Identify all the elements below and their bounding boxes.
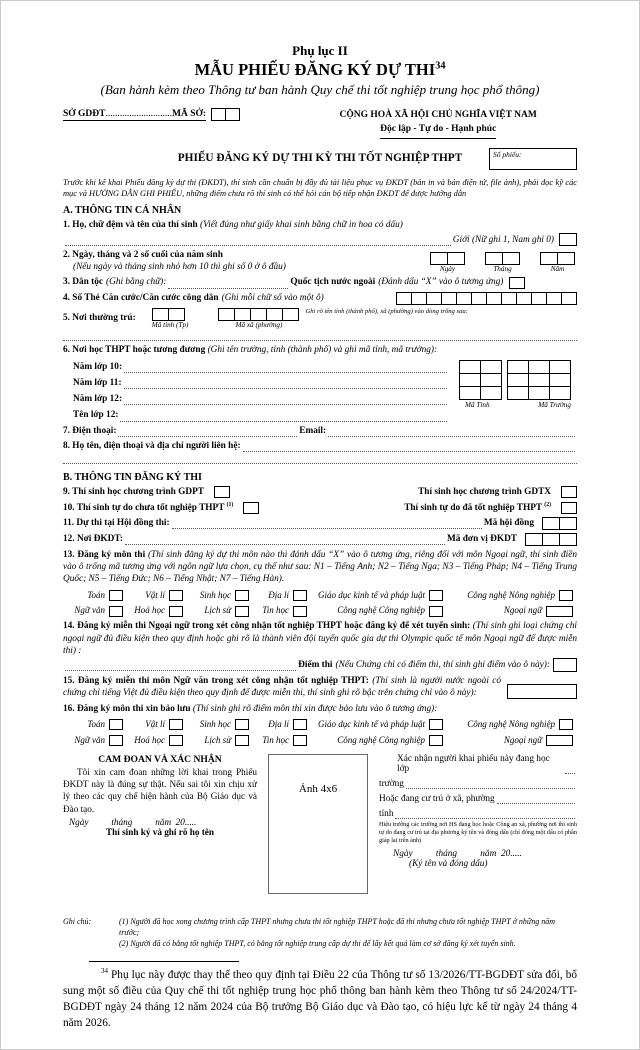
item-16 xyxy=(63,703,577,747)
subject-score-box[interactable] xyxy=(109,719,123,730)
item16-hint: (Thí sinh ghi rõ điểm môn thi xin được bảo lưu vào ô tương ứng): xyxy=(192,703,438,714)
foreign-language-code-box[interactable] xyxy=(546,606,573,617)
subject-score-box[interactable] xyxy=(293,719,307,730)
item6-label: 6. Nơi học THPT hoặc tương đương xyxy=(63,345,206,356)
commune-code-caption: Mã xã (phường) xyxy=(235,320,283,329)
ma-so-label: MÃ SỞ: xyxy=(172,109,207,119)
form-title-row xyxy=(63,148,577,172)
item-8 xyxy=(63,440,577,464)
item14-hint: (Thí sinh ghi loại chứng chỉ ngoại ngữ đủ điều kiện theo quy định hoặc ghi rõ là thành viên đội tuyển quốc gia dự thi Olympic quốc tế môn Ngoại ngữ để được miễn thi) : xyxy=(63,621,577,656)
dob-month-caption: Tháng xyxy=(493,264,512,273)
photo-label: Ảnh 4x6 xyxy=(298,782,338,795)
free-candidate-grad-checkbox[interactable] xyxy=(561,502,577,514)
subject-score-box[interactable] xyxy=(429,735,443,746)
class12-writein[interactable] xyxy=(120,411,447,422)
subject-checkbox[interactable] xyxy=(235,590,249,601)
subject-cell xyxy=(187,719,253,731)
dkdt-unit-code-cells[interactable] xyxy=(525,533,577,546)
item13-hint: (Thí sinh đăng ký dự thi môn nào thì đánh dấu “X” vào ô tương ứng, riêng đối với môn Ngoại ngữ, thí sinh điền vào ô trống mã tương ứng với ngôn ngữ lựa chọn, cụ thể như sau: N1 – Tiếng Anh; N2 – Tiếng Nga; N3 – Tiếng Pháp; N4 – Tiếng Trung Quốc; N5 – Tiếng Đức; N6 – Tiếng Nhật; N7 – Tiếng Hàn). xyxy=(63,549,577,585)
footnote-number: 34 xyxy=(101,967,108,976)
email-writein[interactable] xyxy=(328,426,575,437)
item-10 xyxy=(63,502,577,514)
header-row xyxy=(63,108,577,139)
item3-hint: (Ghi bằng chữ): xyxy=(106,277,167,288)
subject-label: Vật lí xyxy=(145,589,165,600)
photo-column xyxy=(268,754,368,894)
dob-day-group xyxy=(430,252,465,274)
commune-code-cells[interactable] xyxy=(218,308,299,321)
residence-writein[interactable] xyxy=(63,333,577,341)
phone-writein[interactable] xyxy=(118,426,297,437)
dob-day-caption: Ngày xyxy=(439,264,456,273)
national-motto-line1: CỘNG HOÀ XÃ HỘI CHỦ NGHĨA VIỆT NAM xyxy=(339,110,537,120)
page-title-text: MẪU PHIẾU ĐĂNG KÝ DỰ THI xyxy=(194,60,436,79)
province-code-group xyxy=(152,308,189,330)
item15-label: 15. Đăng ký miễn thi môn Ngữ văn trong xét công nhận tốt nghiệp THPT: xyxy=(63,676,369,687)
dob-year-caption: Năm xyxy=(550,264,565,273)
subject-cell xyxy=(253,590,311,602)
subject-score-box[interactable] xyxy=(169,735,183,746)
subject-cell xyxy=(127,605,187,617)
dob-month-cells[interactable] xyxy=(485,252,520,265)
grade11-writein[interactable] xyxy=(124,378,447,389)
so-gddt-label: SỞ GDĐT xyxy=(63,109,106,119)
subject-label: Tin học xyxy=(262,734,289,745)
contact-writein[interactable] xyxy=(243,441,575,452)
subject-label: Công nghệ Công nghiệp xyxy=(337,734,425,745)
grade10-writein[interactable] xyxy=(124,362,447,373)
subject-label: Công nghệ Nông nghiệp xyxy=(467,589,555,600)
foreign-nationality-label: Quốc tịch nước ngoài xyxy=(290,277,376,288)
foreign-nationality-checkbox[interactable] xyxy=(509,277,525,289)
item-12 xyxy=(63,533,577,546)
ethnicity-writein[interactable] xyxy=(168,278,288,289)
section-b-heading: B. THÔNG TIN ĐĂNG KÝ THI xyxy=(63,472,202,484)
dob-year-group xyxy=(540,252,575,274)
footnote xyxy=(63,967,577,1031)
council-code-label: Mã hội đồng xyxy=(483,518,534,529)
code-grid-row[interactable] xyxy=(459,386,577,400)
subject-label: Lịch sử xyxy=(204,734,231,745)
subject-cell xyxy=(311,605,447,617)
id-number-cells[interactable] xyxy=(396,292,577,305)
province-code-cells[interactable] xyxy=(152,308,189,321)
confirm-line4-label: tỉnh xyxy=(379,808,394,819)
subject-label: Vật lí xyxy=(145,718,165,729)
subject-label: Giáo dục kinh tế và pháp luật xyxy=(318,589,425,600)
item14-label: 14. Đăng ký miễn thi Ngoại ngữ trong xét công nhận tốt nghiệp THPT hoặc đăng ký để xét tuyển sinh: xyxy=(63,621,471,632)
so-gddt-writein[interactable]: ............................ xyxy=(105,109,172,119)
dkdt-place-label: 12. Nơi ĐKDT: xyxy=(63,534,123,545)
subject-cell xyxy=(253,719,311,731)
gender-label: Giới (Nữ ghi 1, Nam ghi 0) xyxy=(452,234,554,245)
score-hint: (Nếu Chứng chỉ có điểm thi, thí sinh ghi điểm vào ô này): xyxy=(335,659,550,670)
item16-label: 16. Đăng ký môn thi xin bảo lưu xyxy=(63,703,191,714)
foreign-nationality-hint: (Đánh dấu “X” vào ô tương ứng) xyxy=(378,277,504,288)
province-code-caption: Mã tỉnh (Tp) xyxy=(151,320,189,329)
subject-cell xyxy=(311,735,447,747)
subject-cell xyxy=(127,590,187,602)
dkdt-unit-code-label: Mã đơn vị ĐKDT xyxy=(447,534,517,545)
item5-label: 5. Nơi thường trú: xyxy=(63,313,136,324)
footnote-separator xyxy=(89,961,239,962)
national-motto-line2: Độc lập - Tự do - Hạnh phúc xyxy=(380,122,496,138)
item-2 xyxy=(63,249,577,274)
subject-checkbox[interactable] xyxy=(109,590,123,601)
subject-cell xyxy=(127,735,187,747)
code-grid-captions xyxy=(459,400,577,411)
subject-cell xyxy=(187,590,253,602)
form-title: PHIẾU ĐĂNG KÝ DỰ THI KỲ THI TỐT NGHIỆP THPT xyxy=(177,151,463,164)
item-7 xyxy=(63,425,577,437)
item1-hint: (Viết đúng như giấy khai sinh bằng chữ in hoa có dấu) xyxy=(200,219,403,230)
signature-block xyxy=(63,754,577,894)
confirmation-block xyxy=(379,754,577,894)
email-label: Email: xyxy=(299,425,327,436)
subject-label: Sinh học xyxy=(199,718,231,729)
subject-cell xyxy=(311,590,447,602)
item-14 xyxy=(63,620,577,672)
item5-note: Ghi rõ tên tỉnh (thành phố), xã (phường) vào dòng trống sau: xyxy=(305,307,468,315)
subject-score-box[interactable] xyxy=(559,719,573,730)
grade11-label: Năm lớp 11: xyxy=(73,377,122,388)
subject-score-box[interactable] xyxy=(109,735,123,746)
code-grid-row[interactable] xyxy=(459,373,577,387)
ma-tinh-caption: Mã Tỉnh xyxy=(465,400,490,409)
subject-checkbox[interactable] xyxy=(169,590,183,601)
confirm-line1-label: Xác nhận người khai phiếu này đang học lớp xyxy=(397,753,550,774)
confirm-school-writein[interactable] xyxy=(406,778,575,789)
gender-checkbox[interactable] xyxy=(559,233,577,246)
confirmation-note: Hiệu trưởng các trường nơi HS đang học hoặc Công an xã, phường nơi thí sinh tự do đang cư trú tại địa phương ký tên và đóng dấu (chỉ đóng một dấu có phần giáp lai trên ảnh) xyxy=(379,820,577,845)
subject-score-box[interactable] xyxy=(429,719,443,730)
dkdt-place-writein[interactable] xyxy=(125,534,445,545)
subject-checkbox[interactable] xyxy=(235,606,249,617)
intro-note: Trước khi kê khai Phiếu đăng ký dự thi (ĐKDT), thí sinh cần chuẩn bị đầy đủ tài liệu phục vụ ĐKDT (bản in và bản điện tử, file ảnh), phải đọc kỹ các mục và HƯỚNG DẪN GHI PHIẾU, những điểm chưa rõ thí sinh có thể hỏi cán bộ tiếp nhận ĐKDT để được hướng dẫn xyxy=(63,177,577,198)
item6-hint: (Ghi tên trường, tỉnh (thành phố) và ghi mã tỉnh, mã trường): xyxy=(207,345,438,356)
item13-subject-grid xyxy=(63,590,577,618)
subject-label: Địa lí xyxy=(268,718,289,729)
score-label: Điểm thi xyxy=(298,659,333,670)
commitment-date-line: Ngày tháng năm 20..... xyxy=(69,816,197,827)
council-writein[interactable] xyxy=(172,518,482,529)
subject-checkbox[interactable] xyxy=(293,606,307,617)
certificate-writein[interactable] xyxy=(65,660,296,671)
subject-cell xyxy=(63,719,127,731)
notes-block xyxy=(63,916,577,950)
subject-checkbox[interactable] xyxy=(109,606,123,617)
certificate-level-box[interactable] xyxy=(507,684,577,699)
item2-label: 2. Ngày, tháng và 2 số cuối của năm sinh xyxy=(63,249,223,260)
subject-score-box[interactable] xyxy=(546,735,573,746)
page-title xyxy=(63,60,577,80)
item2-hint: (Nếu ngày và tháng sinh nhỏ hơn 10 thì ghi số 0 ở ô đầu) xyxy=(73,262,286,273)
fullname-writein[interactable] xyxy=(65,235,451,246)
footnote-text: Phụ lục này được thay thế theo quy định tại Điều 22 của Thông tư số 13/2026/TT-BGDĐT sửa đổi, bổ sung một số điều của Quy chế thi tốt nghiệp trung học phổ thông ban hành kèm theo Thông tư số 24/2024/TT-BGDĐT ngày 24 tháng 12 năm 2024 của Bộ trưởng Bộ Giáo dục và Đào tạo, có hiệu lực kể từ ngày 24 tháng 4 năm 2026. xyxy=(63,969,577,1030)
subject-label: Toán xyxy=(87,589,105,600)
subject-label: Lịch sử xyxy=(204,605,231,616)
subject-label: Giáo dục kinh tế và pháp luật xyxy=(318,718,425,729)
subject-label: Ngữ văn xyxy=(74,605,105,616)
subject-cell xyxy=(63,605,127,617)
item6-code-grid xyxy=(449,359,577,422)
subject-label: Hoá học xyxy=(134,605,165,616)
item4-label: 4. Số Thẻ Căn cước/Căn cước công dân xyxy=(63,293,219,304)
free-candidate-not-grad-label: 10. Thí sinh tự do chưa tốt nghiệp THPT $^{(1)}$ xyxy=(63,501,234,513)
subject-label: Ngoại ngữ xyxy=(503,734,542,745)
national-header xyxy=(299,108,577,139)
subject-cell xyxy=(187,735,253,747)
subject-cell xyxy=(63,590,127,602)
subject-checkbox[interactable] xyxy=(429,590,443,601)
item13-label: 13. Đăng ký môn thi xyxy=(63,549,146,560)
item4-hint: (Ghi mỗi chữ số vào một ô) xyxy=(221,293,324,304)
item3-label: 3. Dân tộc xyxy=(63,277,104,288)
subject-label: Ngoại ngữ xyxy=(503,605,542,616)
confirm-class-writein[interactable] xyxy=(565,763,575,774)
subject-cell xyxy=(447,719,577,731)
council-code-cells[interactable] xyxy=(542,517,577,530)
commitment-sign-line: Thí sinh ký và ghi rõ họ tên xyxy=(106,826,214,837)
notes-label: Ghi chú: xyxy=(63,916,92,926)
contact-label: 8. Họ tên, điện thoại và địa chỉ người liên hệ: xyxy=(63,440,241,451)
dob-day-cells[interactable] xyxy=(430,252,465,265)
code-grid-row[interactable] xyxy=(459,360,577,374)
grade12-writein[interactable] xyxy=(124,394,447,405)
subject-score-box[interactable] xyxy=(169,719,183,730)
grade12-label: Năm lớp 12: xyxy=(73,394,123,405)
subject-cell xyxy=(253,735,311,747)
item-13 xyxy=(63,549,577,618)
subject-score-box[interactable] xyxy=(235,719,249,730)
confirm-line3-label: Hoặc đang cư trú ở xã, phường xyxy=(379,793,495,804)
appendix-label: Phụ lục II xyxy=(292,43,348,58)
subject-checkbox[interactable] xyxy=(429,606,443,617)
commitment-body: Tôi xin cam đoan những lời khai trong Phiếu ĐKDT này là đúng sự thật. Nếu sai tôi xin chịu xử lý theo các quy chế hiện hành của Bộ Giáo dục và Đào tạo. xyxy=(63,766,257,814)
commune-code-group xyxy=(218,308,299,330)
gdpt-label: 9. Thí sinh học chương trình GDPT xyxy=(63,487,205,498)
subject-cell xyxy=(447,735,577,747)
title-footnote-ref: 34 xyxy=(435,60,446,72)
subject-cell xyxy=(447,590,577,602)
agency-line xyxy=(63,109,206,121)
grade10-label: Năm lớp 10: xyxy=(73,361,123,372)
agency-block xyxy=(63,108,299,121)
confirm-line2-label: trường xyxy=(379,778,404,789)
confirmation-sign-line: (Ký tên và đóng dấu) xyxy=(409,858,488,869)
item-3 xyxy=(63,276,577,288)
contact-writein-line2[interactable] xyxy=(63,456,577,464)
gdpt-checkbox[interactable] xyxy=(214,486,230,498)
score-box[interactable] xyxy=(553,658,577,672)
item-1 xyxy=(63,219,577,246)
item16-subject-grid xyxy=(63,719,577,747)
phone-label: 7. Điện thoại: xyxy=(63,425,117,436)
free-candidate-not-grad-checkbox[interactable] xyxy=(243,502,259,514)
gdtx-label: Thí sinh học chương trình GDTX xyxy=(418,487,551,498)
item15-hint: (Thí sinh là người nước ngoài có chứng chỉ tiếng Việt đủ điều kiện theo quy định để được miễn thi, thí sinh ghi rõ bậc trên chứng chỉ vào ô này): xyxy=(63,676,502,699)
subject-label: Địa lí xyxy=(268,589,289,600)
subject-checkbox[interactable] xyxy=(293,590,307,601)
subject-label: Toán xyxy=(87,718,105,729)
item-15 xyxy=(63,675,577,700)
item-11 xyxy=(63,517,577,530)
item-4 xyxy=(63,292,577,305)
subject-label: Công nghệ Nông nghiệp xyxy=(467,718,555,729)
ma-so-boxes[interactable] xyxy=(211,108,240,121)
page-subtitle: (Ban hành kèm theo Thông tư ban hành Quy chế thi tốt nghiệp trung học phổ thông) xyxy=(100,82,540,97)
confirmation-date-line: Ngày tháng năm 20..... xyxy=(393,848,522,859)
dob-boxes xyxy=(430,252,577,274)
subject-score-box[interactable] xyxy=(235,735,249,746)
ma-truong-caption: Mã Trường xyxy=(538,400,571,409)
subject-score-box[interactable] xyxy=(293,735,307,746)
item-5 xyxy=(63,308,577,342)
subject-cell xyxy=(311,719,447,731)
commitment-block xyxy=(63,754,257,894)
note-2: (2) Người đã có bằng tốt nghiệp THPT, có bằng tốt nghiệp trung cấp dự thi để lấy kết quả làm cơ sở đăng ký xét tuyển sinh. xyxy=(119,939,516,949)
confirm-province-writein[interactable] xyxy=(395,808,575,819)
dob-month-group xyxy=(485,252,520,274)
subject-cell xyxy=(127,719,187,731)
confirm-commune-writein[interactable] xyxy=(497,793,575,804)
free-candidate-grad-label: Thí sinh tự do đã tốt nghiệp THPT $^{(2)}$ xyxy=(404,501,551,513)
subject-cell xyxy=(187,605,253,617)
subject-cell xyxy=(447,605,577,617)
class12-label: Tên lớp 12: xyxy=(73,410,119,421)
subject-checkbox[interactable] xyxy=(169,606,183,617)
section-a-heading: A. THÔNG TIN CÁ NHÂN xyxy=(63,204,182,216)
subject-label: Sinh học xyxy=(199,589,231,600)
commitment-title: CAM ĐOAN VÀ XÁC NHẬN xyxy=(98,753,222,765)
item6-school-lines xyxy=(63,359,449,422)
council-label: 11. Dự thi tại Hội đồng thi: xyxy=(63,518,170,529)
gdtx-checkbox[interactable] xyxy=(561,486,577,498)
subject-label: Tin học xyxy=(262,605,289,616)
item-9 xyxy=(63,486,577,498)
item1-label: 1. Họ, chữ đệm và tên của thí sinh xyxy=(63,219,198,230)
subject-label: Hoá học xyxy=(134,734,165,745)
subject-cell xyxy=(253,605,311,617)
photo-box xyxy=(268,754,368,894)
subject-checkbox[interactable] xyxy=(559,590,573,601)
note-1: (1) Người đã học xong chương trình cấp THPT nhưng chưa thi tốt nghiệp THPT hoặc đã thi nhưng chưa tốt nghiệp THPT ở những năm trước; xyxy=(119,916,556,937)
subject-label: Ngữ văn xyxy=(74,734,105,745)
subject-label: Công nghệ Công nghiệp xyxy=(337,605,425,616)
so-phieu-label: Số phiếu: xyxy=(493,149,522,159)
item-6 xyxy=(63,344,577,421)
so-phieu-box[interactable] xyxy=(489,148,577,170)
dob-year-cells[interactable] xyxy=(540,252,575,265)
subject-cell xyxy=(63,735,127,747)
